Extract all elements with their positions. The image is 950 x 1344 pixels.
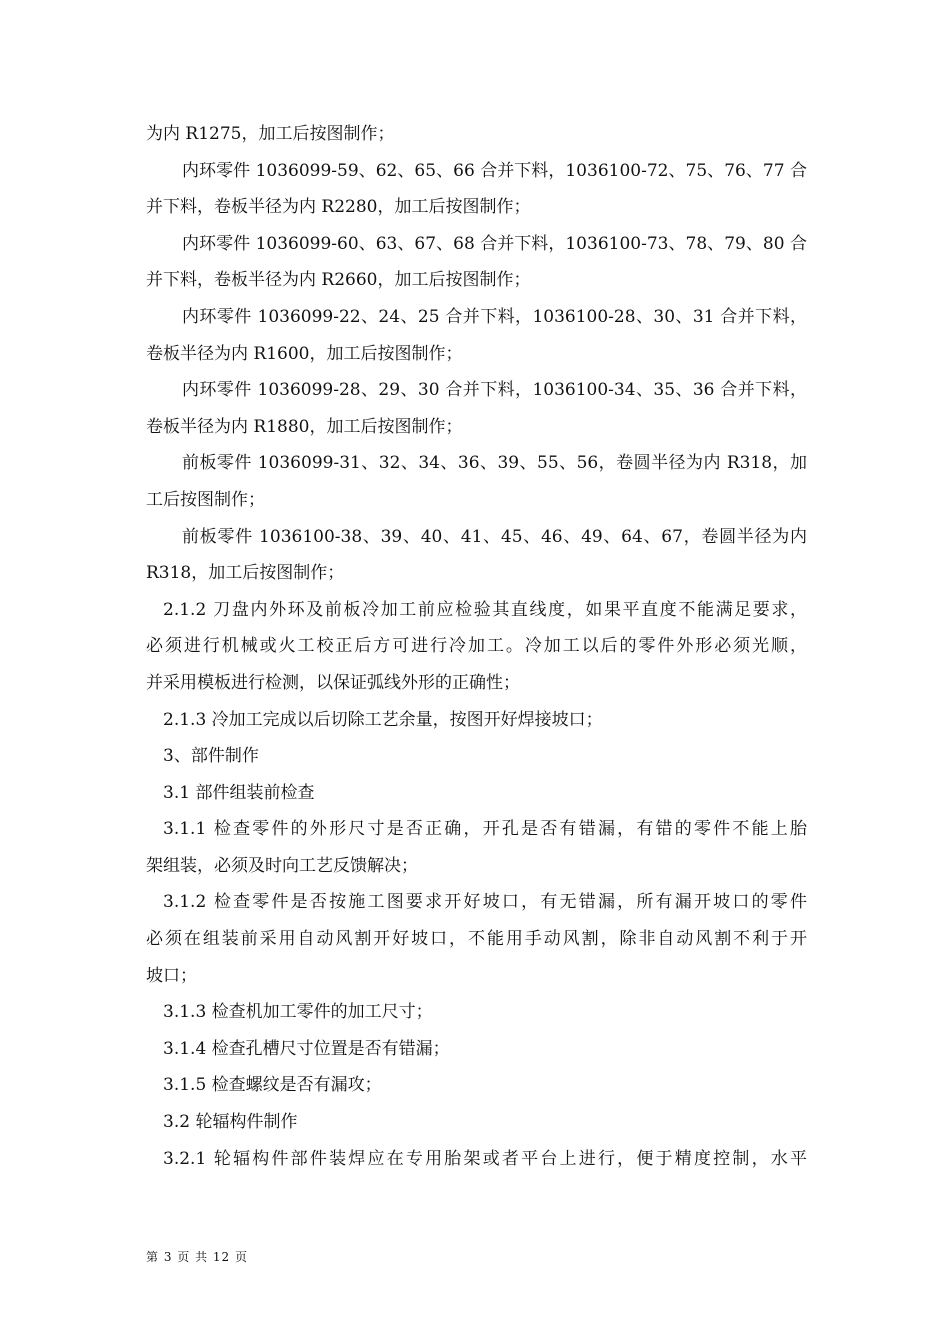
text-line: 前板零件 1036100-38、39、40、41、45、46、49、64、67，卷圆半径为内: [182, 526, 807, 547]
text-line: 3.1.3 检查机加工零件的加工尺寸；: [163, 1002, 433, 1023]
text-line: 内环零件 1036099-60、63、67、68 合并下料，1036100-73、78、79、80 合: [182, 233, 807, 254]
text-line: 2.1.2 刀盘内外环及前板冷加工前应检验其直线度，如果平直度不能满足要求，: [163, 599, 807, 620]
text-line: 并下料，卷板半径为内 R2280，加工后按图制作；: [146, 197, 531, 218]
text-line: 卷板半径为内 R1600，加工后按图制作；: [146, 343, 463, 364]
subsection-heading: 3.1 部件组装前检查: [163, 782, 315, 803]
text-line: 为内 R1275，加工后按图制作；: [146, 124, 395, 144]
text-line: 3.2.1 轮辐构件部件装焊应在专用胎架或者平台上进行，便于精度控制，水平: [163, 1148, 807, 1169]
text-line: 并采用模板进行检测，以保证弧线外形的正确性；: [146, 672, 520, 693]
text-line: 坡口；: [146, 965, 197, 986]
text-line: 3.1.2 检查零件是否按施工图要求开好坡口，有无错漏，所有漏开坡口的零件: [163, 892, 807, 913]
text-line: 内环零件 1036099-22、24、25 合并下料，1036100-28、30、31 合并下料，: [182, 306, 807, 327]
page-footer: 第 3 页 共 12 页: [146, 1250, 248, 1264]
subsection-heading: 3.2 轮辐构件制作: [163, 1112, 298, 1133]
text-line: 前板零件 1036099-31、32、34、36、39、55、56，卷圆半径为内 R318，加: [182, 453, 807, 474]
section-heading: 3、部件制作: [163, 746, 259, 767]
text-line: 内环零件 1036099-28、29、30 合并下料，1036100-34、35、36 合并下料，: [182, 380, 807, 401]
text-line: R318，加工后按图制作；: [146, 563, 345, 584]
text-line: 2.1.3 冷加工完成以后切除工艺余量，按图开好焊接坡口；: [163, 709, 603, 730]
document-body: [146, 116, 807, 1177]
text-line: 3.1.4 检查孔槽尺寸位置是否有错漏；: [163, 1038, 450, 1059]
text-line: 必须在组装前采用自动风割开好坡口，不能用手动风割，除非自动风割不利于开: [146, 929, 807, 950]
text-line: 必须进行机械或火工校正后方可进行冷加工。冷加工以后的零件外形必须光顺，: [146, 636, 807, 657]
text-line: 并下料，卷板半径为内 R2660，加工后按图制作；: [146, 270, 531, 291]
text-line: 工后按图制作；: [146, 489, 265, 510]
text-line: 3.1.5 检查螺纹是否有漏攻；: [163, 1075, 382, 1096]
text-line: 架组装，必须及时向工艺反馈解决；: [146, 855, 418, 876]
text-line: 内环零件 1036099-59、62、65、66 合并下料，1036100-72、75、76、77 合: [182, 160, 807, 181]
text-line: 3.1.1 检查零件的外形尺寸是否正确，开孔是否有错漏，有错的零件不能上胎: [163, 819, 807, 840]
text-line: 卷板半径为内 R1880，加工后按图制作；: [146, 416, 463, 437]
